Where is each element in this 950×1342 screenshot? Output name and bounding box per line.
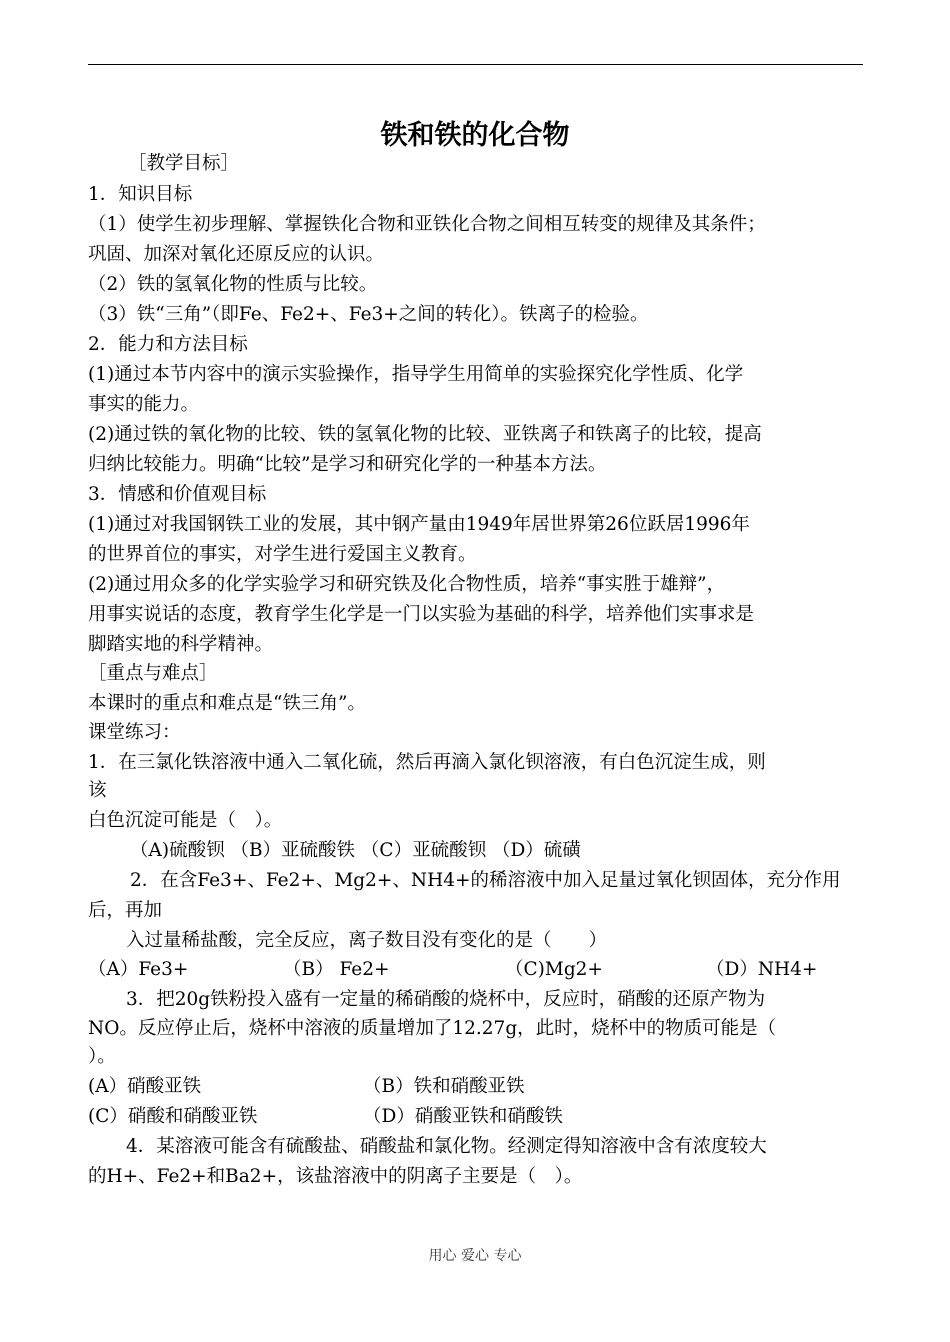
text-line: 后，再加	[88, 900, 163, 921]
section-heading-keypoints: ［重点与难点］	[88, 663, 218, 684]
text-line: (2)通过用众多的化学实验学习和研究铁及化合物性质，培养“事实胜于雄辩”，	[88, 574, 726, 595]
question-1: 1．在三氯化铁溶液中通入二氧化硫，然后再滴入氯化钡溶液，有白色沉淀生成，则	[88, 752, 766, 773]
section-heading-exercises: 课堂练习：	[88, 722, 181, 743]
question-1-options: （A)硫酸钡 （B）亚硫酸铁 （C）亚硫酸钡 （D）硫磺	[130, 840, 581, 861]
subheading-values: 3．情感和价值观目标	[88, 484, 267, 505]
subheading-ability: 2．能力和方法目标	[88, 334, 248, 355]
text-line: ）。	[88, 1046, 116, 1067]
text-line: （1）使学生初步理解、掌握铁化合物和亚铁化合物之间相互转变的规律及其条件；	[88, 214, 766, 235]
q3-option-d: （D）硝酸亚铁和硝酸铁	[363, 1106, 563, 1127]
text-line: （2）铁的氢氧化物的性质与比较。	[88, 274, 378, 295]
text-line: (2)通过铁的氧化物的比较、铁的氢氧化物的比较、亚铁离子和铁离子的比较，提高	[88, 424, 762, 445]
text-line: 的H+、Fe2+和Ba2+，该盐溶液中的阴离子主要是（ ）。	[88, 1166, 583, 1187]
text-line: 的世界首位的事实，对学生进行爱国主义教育。	[88, 544, 477, 565]
q2-option-d: （D）NH4+	[706, 959, 818, 980]
q2-option-b: （B） Fe2+	[283, 959, 390, 980]
text-line: 本课时的重点和难点是“铁三角”。	[88, 693, 366, 714]
question-2: 2．在含Fe3+、Fe2+、Mg2+、NH4+的稀溶液中加入足量过氧化钡固体，充分作用	[130, 870, 841, 891]
text-line: 该	[88, 780, 107, 801]
text-line: NO。反应停止后，烧杯中溶液的质量增加了12.27g，此时，烧杯中的物质可能是（	[88, 1018, 777, 1039]
q2-option-a: （A）Fe3+	[88, 959, 189, 980]
subheading-knowledge: 1．知识目标	[88, 184, 193, 205]
text-line: (1)通过本节内容中的演示实验操作，指导学生用简单的实验探究化学性质、化学	[88, 364, 744, 385]
question-3: 3．把20g铁粉投入盛有一定量的稀硝酸的烧杯中，反应时，硝酸的还原产物为	[126, 989, 766, 1010]
section-heading-objectives: ［教学目标］	[128, 153, 240, 174]
question-4: 4．某溶液可能含有硫酸盐、硝酸盐和氯化物。经测定得知溶液中含有浓度较大	[126, 1136, 767, 1157]
q3-option-a: (A）硝酸亚铁	[88, 1076, 202, 1097]
page-footer: 用心 爱心 专心	[428, 1248, 522, 1264]
text-line: 脚踏实地的科学精神。	[88, 634, 274, 655]
text-line: 入过量稀盐酸，完全反应，离子数目没有变化的是（ ）	[126, 930, 608, 951]
text-line: 归纳比较能力。明确“比较”是学习和研究化学的一种基本方法。	[88, 454, 607, 475]
q2-option-c: （C)Mg2+	[505, 959, 603, 980]
document-title: 铁和铁的化合物	[380, 120, 570, 151]
text-line: 事实的能力。	[88, 394, 200, 415]
text-line: 白色沉淀可能是（ ）。	[88, 810, 283, 831]
q3-option-b: （B）铁和硝酸亚铁	[363, 1076, 525, 1097]
text-line: (1)通过对我国钢铁工业的发展，其中钢产量由1949年居世界第26位跃居1996年	[88, 514, 750, 535]
text-line: 用事实说话的态度，教育学生化学是一门以实验为基础的科学，培养他们实事求是	[88, 604, 755, 625]
text-line: 巩固、加深对氧化还原反应的认识。	[88, 244, 385, 265]
q3-option-c: (C）硝酸和硝酸亚铁	[88, 1106, 258, 1127]
text-line: （3）铁“三角”（即Fe、Fe2+、Fe3+之间的转化）。铁离子的检验。	[88, 304, 649, 325]
header-rule	[88, 64, 863, 65]
